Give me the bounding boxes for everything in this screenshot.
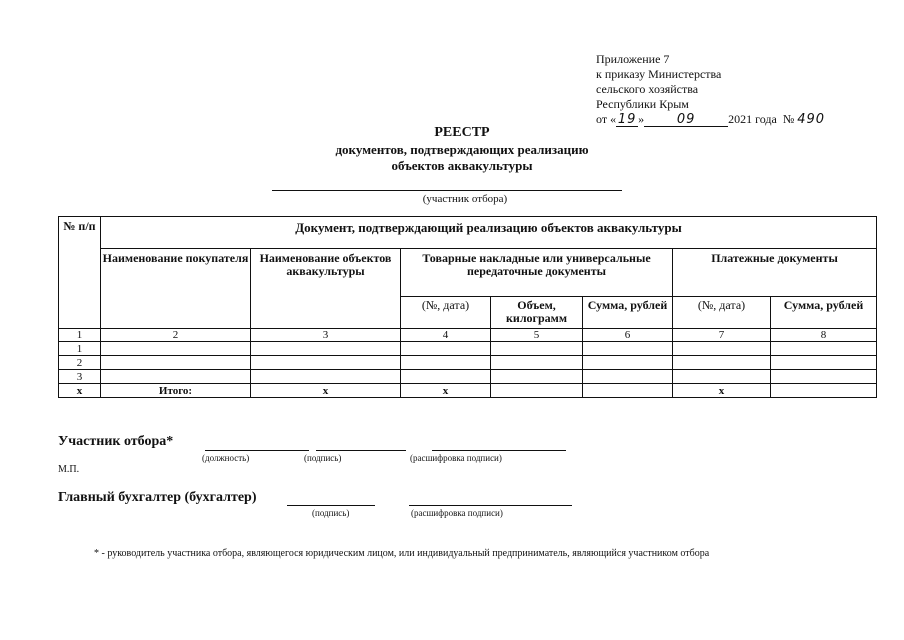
participant-underline <box>272 190 622 191</box>
order-day: 19 <box>617 112 637 127</box>
column-number: 1 <box>59 329 101 342</box>
row-number: 3 <box>59 370 101 384</box>
column-header-waybill-volume: Объем, килограмм <box>491 297 583 329</box>
column-header-payments: Платежные документы <box>673 249 877 297</box>
total-cell: х <box>59 384 101 398</box>
column-number: 2 <box>101 329 251 342</box>
document-title: РЕЕСТР <box>434 125 490 140</box>
position-caption: (должность) <box>202 453 250 463</box>
appendix-line-1: Приложение 7 <box>596 52 670 66</box>
position-line <box>205 450 309 451</box>
order-number: 490 <box>797 112 826 127</box>
column-number: 3 <box>251 329 401 342</box>
column-header-buyer: Наименование покупателя <box>101 249 251 329</box>
total-cell: х <box>401 384 491 398</box>
accountant-decoding-line <box>409 505 572 506</box>
appendix-line-4: Республики Крым <box>596 97 689 111</box>
accountant-signature-line <box>287 505 375 506</box>
order-month: 09 <box>644 114 728 127</box>
column-number: 6 <box>583 329 673 342</box>
column-header-document: Документ, подтверждающий реализацию объектов аквакультуры <box>101 217 877 249</box>
appendix-header <box>596 52 825 127</box>
column-number: 4 <box>401 329 491 342</box>
number-sign: № <box>782 112 795 126</box>
signature-caption: (подпись) <box>304 453 342 463</box>
accountant-signature-label: Главный бухгалтер (бухгалтер) <box>58 490 257 505</box>
row-number: 1 <box>59 342 101 356</box>
total-label: Итого: <box>101 384 251 398</box>
column-header-waybills: Товарные накладные или универсальные передаточные документы <box>401 249 673 297</box>
document-subtitle-2: объектов аквакультуры <box>391 158 533 173</box>
total-cell: х <box>251 384 401 398</box>
stamp-place: М.П. <box>58 464 80 475</box>
total-cell: х <box>673 384 771 398</box>
accountant-decoding-caption: (расшифровка подписи) <box>411 508 503 518</box>
row-number: 2 <box>59 356 101 370</box>
date-prefix: от « <box>596 112 617 126</box>
appendix-line-3: сельского хозяйства <box>596 82 699 96</box>
column-number: 5 <box>491 329 583 342</box>
participant-caption: (участник отбора) <box>422 193 508 205</box>
registry-table <box>58 216 877 398</box>
signature-line <box>316 450 406 451</box>
column-number: 7 <box>673 329 771 342</box>
column-header-object: Наименование объектов аквакультуры <box>251 249 401 329</box>
appendix-line-2: к приказу Министерства <box>596 67 722 81</box>
column-number: 8 <box>771 329 877 342</box>
table-row <box>59 342 877 356</box>
order-year: 2021 года <box>728 112 777 126</box>
column-header-payment-sum: Сумма, рублей <box>771 297 877 329</box>
participant-signature-label: Участник отбора* <box>58 434 174 449</box>
table-row <box>59 356 877 370</box>
footnote: * - руководитель участника отбора, являющегося юридическим лицом, или индивидуальный предприниматель, являющийся участником отбора <box>94 548 710 559</box>
quote-close: » <box>638 112 645 126</box>
column-numbers-row <box>59 329 877 342</box>
total-row <box>59 384 877 398</box>
decoding-line <box>432 450 566 451</box>
table-row <box>59 370 877 384</box>
column-header-payment-number-date: (№, дата) <box>673 297 771 329</box>
accountant-signature-caption: (подпись) <box>312 508 350 518</box>
decoding-caption: (расшифровка подписи) <box>410 453 502 463</box>
column-header-waybill-sum: Сумма, рублей <box>583 297 673 329</box>
column-header-number: № п/п <box>59 217 101 329</box>
document-subtitle-1: документов, подтверждающих реализацию <box>335 142 589 157</box>
column-header-waybill-number-date: (№, дата) <box>401 297 491 329</box>
